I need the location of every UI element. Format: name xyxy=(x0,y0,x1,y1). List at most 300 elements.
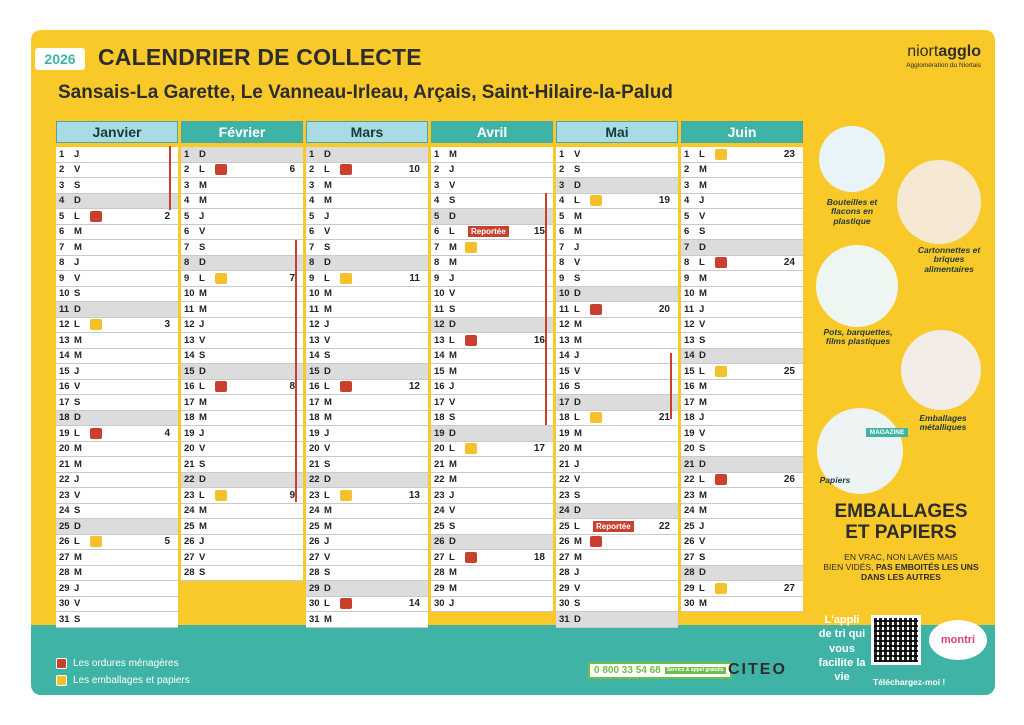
day-number: 1 xyxy=(59,148,65,160)
day-letter: V xyxy=(324,334,331,346)
ordures-marker-icon xyxy=(715,257,727,268)
day-letter: M xyxy=(324,613,332,625)
day-row xyxy=(681,380,803,396)
day-number: 6 xyxy=(309,226,315,238)
day-letter: M xyxy=(574,334,582,346)
day-letter: L xyxy=(699,257,705,269)
day-letter: S xyxy=(199,350,206,362)
day-letter: L xyxy=(74,427,80,439)
day-row xyxy=(306,597,428,613)
day-number: 29 xyxy=(309,582,320,594)
week-number: 6 xyxy=(289,164,295,176)
ordures-marker-icon xyxy=(215,164,227,175)
day-letter: J xyxy=(574,458,580,470)
day-row xyxy=(306,395,428,411)
day-row xyxy=(556,271,678,287)
day-letter: M xyxy=(324,396,332,408)
day-row xyxy=(431,178,553,194)
day-row xyxy=(681,488,803,504)
day-number: 5 xyxy=(434,210,440,222)
day-number: 3 xyxy=(559,179,565,191)
ordures-marker-icon xyxy=(90,211,102,222)
emballages-marker-icon xyxy=(465,443,477,454)
label-bottles: Bouteilles et flacons en plastique xyxy=(826,197,878,226)
month-header: Avril xyxy=(431,121,553,143)
day-letter: S xyxy=(74,396,81,408)
emballages-marker-icon xyxy=(340,273,352,284)
emballages-marker-icon xyxy=(715,583,727,594)
phone-number[interactable] xyxy=(588,662,732,679)
day-row xyxy=(181,194,303,210)
day-row xyxy=(181,318,303,334)
day-row xyxy=(306,457,428,473)
day-row xyxy=(181,504,303,520)
week-number: 5 xyxy=(164,536,170,548)
emballages-marker-icon xyxy=(215,490,227,501)
day-row xyxy=(306,426,428,442)
ordures-marker-icon xyxy=(465,552,477,563)
day-row xyxy=(181,302,303,318)
day-number: 25 xyxy=(184,520,195,532)
day-number: 13 xyxy=(684,334,695,346)
day-number: 30 xyxy=(309,598,320,610)
day-number: 20 xyxy=(684,443,695,455)
day-row xyxy=(431,225,553,241)
week-number: 22 xyxy=(658,520,670,532)
day-letter: L xyxy=(199,381,205,393)
day-letter: J xyxy=(699,303,705,315)
day-letter: M xyxy=(449,458,457,470)
day-letter: M xyxy=(699,396,707,408)
day-letter: S xyxy=(74,179,81,191)
day-number: 12 xyxy=(684,319,695,331)
day-row xyxy=(56,240,178,256)
day-number: 3 xyxy=(59,179,65,191)
day-letter: V xyxy=(699,319,706,331)
day-number: 2 xyxy=(184,164,190,176)
day-number: 19 xyxy=(434,427,445,439)
ordures-marker-icon xyxy=(465,335,477,346)
day-letter: V xyxy=(199,226,206,238)
day-row xyxy=(556,302,678,318)
day-row xyxy=(306,504,428,520)
day-row xyxy=(431,550,553,566)
month-column xyxy=(556,121,678,628)
day-letter: V xyxy=(574,582,581,594)
day-number: 15 xyxy=(59,365,70,377)
day-row xyxy=(431,442,553,458)
day-number: 19 xyxy=(59,427,70,439)
week-number: 4 xyxy=(164,427,170,439)
day-letter: J xyxy=(74,474,80,486)
download-text: Téléchargez-moi ! xyxy=(873,677,946,687)
day-letter: J xyxy=(449,489,455,501)
reportee-badge: Reportée xyxy=(592,520,635,533)
day-letter: M xyxy=(574,226,582,238)
day-letter: M xyxy=(324,195,332,207)
day-row xyxy=(431,318,553,334)
day-letter: D xyxy=(199,257,206,269)
day-row xyxy=(56,550,178,566)
day-number: 7 xyxy=(684,241,690,253)
day-row xyxy=(681,411,803,427)
day-row xyxy=(306,287,428,303)
ordures-marker-icon xyxy=(215,381,227,392)
day-row xyxy=(306,209,428,225)
day-letter: S xyxy=(574,489,581,501)
niort-agglo-logo xyxy=(906,43,981,69)
day-row xyxy=(556,163,678,179)
day-letter: M xyxy=(324,288,332,300)
reportee-badge: Reportée xyxy=(467,225,510,238)
day-letter: S xyxy=(74,505,81,517)
day-row xyxy=(681,333,803,349)
day-letter: S xyxy=(699,226,706,238)
day-row xyxy=(181,256,303,272)
week-number: 25 xyxy=(783,365,795,377)
day-row xyxy=(431,240,553,256)
day-number: 30 xyxy=(59,598,70,610)
day-letter: L xyxy=(199,164,205,176)
day-row xyxy=(306,380,428,396)
day-row xyxy=(431,566,553,582)
day-letter: D xyxy=(574,179,581,191)
day-number: 16 xyxy=(434,381,445,393)
day-number: 7 xyxy=(434,241,440,253)
day-number: 21 xyxy=(559,458,570,470)
day-row xyxy=(306,550,428,566)
day-letter: M xyxy=(574,210,582,222)
ordures-marker-icon xyxy=(340,598,352,609)
day-letter: M xyxy=(699,272,707,284)
ordures-marker-icon xyxy=(590,536,602,547)
day-letter: S xyxy=(449,412,456,424)
day-number: 17 xyxy=(434,396,445,408)
day-number: 11 xyxy=(559,303,570,315)
week-number: 16 xyxy=(533,334,545,346)
day-number: 24 xyxy=(684,505,695,517)
ordures-marker-icon xyxy=(715,474,727,485)
day-number: 27 xyxy=(309,551,320,563)
day-number: 18 xyxy=(559,412,570,424)
day-number: 4 xyxy=(559,195,565,207)
day-row xyxy=(431,426,553,442)
day-row xyxy=(306,318,428,334)
day-letter: M xyxy=(699,381,707,393)
emballages-marker-icon xyxy=(590,195,602,206)
day-number: 29 xyxy=(559,582,570,594)
day-letter: S xyxy=(574,598,581,610)
montri-logo[interactable]: montri xyxy=(929,620,987,660)
week-number: 15 xyxy=(533,226,545,238)
day-letter: J xyxy=(574,350,580,362)
day-number: 2 xyxy=(684,164,690,176)
qr-code[interactable] xyxy=(871,615,921,665)
day-row xyxy=(56,333,178,349)
day-letter: V xyxy=(574,474,581,486)
day-number: 25 xyxy=(434,520,445,532)
day-letter: V xyxy=(199,334,206,346)
day-letter: V xyxy=(324,551,331,563)
day-letter: L xyxy=(574,195,580,207)
day-row xyxy=(56,302,178,318)
day-letter: M xyxy=(699,164,707,176)
day-letter: M xyxy=(74,334,82,346)
day-number: 20 xyxy=(434,443,445,455)
day-number: 28 xyxy=(559,567,570,579)
day-number: 17 xyxy=(309,396,320,408)
day-row xyxy=(306,488,428,504)
day-row xyxy=(556,209,678,225)
day-row xyxy=(431,597,553,613)
day-letter: M xyxy=(74,567,82,579)
bottles-illustration xyxy=(819,126,885,192)
day-number: 27 xyxy=(684,551,695,563)
day-letter: D xyxy=(699,350,706,362)
day-row xyxy=(56,488,178,504)
day-letter: L xyxy=(449,334,455,346)
day-letter: D xyxy=(74,195,81,207)
day-letter: M xyxy=(574,443,582,455)
day-letter: M xyxy=(574,536,582,548)
month-column xyxy=(681,121,803,612)
emballages-heading-line1: EMBALLAGES xyxy=(834,501,968,522)
day-number: 1 xyxy=(309,148,315,160)
day-letter: J xyxy=(324,536,330,548)
day-number: 17 xyxy=(184,396,195,408)
day-row xyxy=(681,504,803,520)
month-column xyxy=(431,121,553,612)
day-row xyxy=(556,442,678,458)
day-number: 21 xyxy=(434,458,445,470)
day-row xyxy=(306,442,428,458)
day-number: 23 xyxy=(559,489,570,501)
day-row xyxy=(556,240,678,256)
day-row xyxy=(556,504,678,520)
day-letter: S xyxy=(199,458,206,470)
calendar-sheet xyxy=(31,30,995,695)
day-letter: M xyxy=(699,179,707,191)
day-row xyxy=(56,147,178,163)
metal-illustration xyxy=(901,330,981,410)
day-number: 24 xyxy=(434,505,445,517)
emballages-heading-line2: ET PAPIERS xyxy=(845,521,957,543)
day-row xyxy=(431,271,553,287)
day-row xyxy=(306,566,428,582)
day-number: 9 xyxy=(184,272,190,284)
day-row xyxy=(681,597,803,613)
day-letter: S xyxy=(699,334,706,346)
day-row xyxy=(56,225,178,241)
day-row xyxy=(306,178,428,194)
day-row xyxy=(431,504,553,520)
day-number: 26 xyxy=(309,536,320,548)
legend-red-label: Les ordures ménagères xyxy=(73,658,179,669)
day-number: 23 xyxy=(309,489,320,501)
week-number: 24 xyxy=(783,257,795,269)
day-number: 16 xyxy=(309,381,320,393)
day-row xyxy=(56,566,178,582)
day-row xyxy=(556,364,678,380)
day-row xyxy=(56,473,178,489)
day-row xyxy=(431,581,553,597)
day-row xyxy=(181,147,303,163)
day-number: 13 xyxy=(59,334,70,346)
day-letter: D xyxy=(449,319,456,331)
day-letter: S xyxy=(324,567,331,579)
day-row xyxy=(56,178,178,194)
day-letter: J xyxy=(699,520,705,532)
day-letter: D xyxy=(699,458,706,470)
day-row xyxy=(431,147,553,163)
day-number: 5 xyxy=(559,210,565,222)
day-number: 22 xyxy=(184,474,195,486)
day-row xyxy=(556,225,678,241)
day-number: 28 xyxy=(309,567,320,579)
day-letter: M xyxy=(74,443,82,455)
day-number: 6 xyxy=(59,226,65,238)
label-cartons: Cartonnettes et briques alimentaires xyxy=(917,245,981,274)
month-column xyxy=(56,121,178,628)
day-number: 2 xyxy=(309,164,315,176)
day-row xyxy=(431,333,553,349)
emballages-marker-icon xyxy=(90,536,102,547)
day-row xyxy=(681,287,803,303)
day-row xyxy=(181,488,303,504)
day-letter: M xyxy=(74,551,82,563)
day-letter: L xyxy=(449,551,455,563)
day-row xyxy=(306,333,428,349)
day-letter: D xyxy=(574,613,581,625)
day-letter: L xyxy=(324,164,330,176)
legend-red xyxy=(56,658,179,669)
day-row xyxy=(556,380,678,396)
day-letter: L xyxy=(324,272,330,284)
day-row xyxy=(56,504,178,520)
day-letter: M xyxy=(449,241,457,253)
day-row xyxy=(681,147,803,163)
day-number: 23 xyxy=(184,489,195,501)
day-number: 19 xyxy=(559,427,570,439)
day-row xyxy=(181,442,303,458)
day-number: 3 xyxy=(684,179,690,191)
day-number: 2 xyxy=(559,164,565,176)
day-number: 10 xyxy=(309,288,320,300)
day-number: 8 xyxy=(684,257,690,269)
day-row xyxy=(306,271,428,287)
day-row xyxy=(556,457,678,473)
day-row xyxy=(56,209,178,225)
day-row xyxy=(181,426,303,442)
day-number: 15 xyxy=(309,365,320,377)
day-letter: M xyxy=(74,226,82,238)
day-letter: V xyxy=(699,536,706,548)
day-letter: M xyxy=(324,412,332,424)
day-number: 13 xyxy=(309,334,320,346)
day-row xyxy=(306,535,428,551)
day-letter: V xyxy=(324,226,331,238)
day-number: 8 xyxy=(309,257,315,269)
day-row xyxy=(431,411,553,427)
day-row xyxy=(431,194,553,210)
day-number: 14 xyxy=(184,350,195,362)
day-row xyxy=(181,271,303,287)
day-row xyxy=(681,442,803,458)
day-number: 7 xyxy=(559,241,565,253)
day-letter: J xyxy=(199,427,205,439)
month-header: Janvier xyxy=(56,121,178,143)
week-number: 10 xyxy=(408,164,420,176)
day-number: 24 xyxy=(309,505,320,517)
day-number: 27 xyxy=(559,551,570,563)
phone-tag: Service & appel gratuits xyxy=(666,667,724,673)
day-row xyxy=(556,519,678,535)
day-letter: S xyxy=(324,458,331,470)
day-letter: S xyxy=(324,241,331,253)
day-row xyxy=(431,380,553,396)
day-row xyxy=(556,178,678,194)
day-row xyxy=(431,302,553,318)
day-row xyxy=(56,287,178,303)
day-number: 12 xyxy=(59,319,70,331)
day-letter: D xyxy=(574,288,581,300)
day-letter: M xyxy=(574,319,582,331)
day-row xyxy=(681,395,803,411)
day-letter: J xyxy=(574,567,580,579)
day-number: 21 xyxy=(684,458,695,470)
week-number: 11 xyxy=(409,272,420,284)
day-number: 1 xyxy=(559,148,565,160)
day-letter: J xyxy=(449,164,455,176)
red-square-icon xyxy=(56,658,67,669)
day-number: 9 xyxy=(434,272,440,284)
day-row xyxy=(431,163,553,179)
week-number: 12 xyxy=(408,381,420,393)
ordures-marker-icon xyxy=(340,164,352,175)
day-number: 12 xyxy=(434,319,445,331)
legend-yellow xyxy=(56,675,190,686)
day-letter: L xyxy=(449,443,455,455)
day-number: 3 xyxy=(434,179,440,191)
day-letter: M xyxy=(199,195,207,207)
day-row xyxy=(306,302,428,318)
day-number: 12 xyxy=(184,319,195,331)
day-letter: S xyxy=(449,195,456,207)
day-number: 3 xyxy=(184,179,190,191)
day-number: 27 xyxy=(59,551,70,563)
day-row xyxy=(556,597,678,613)
day-row xyxy=(556,411,678,427)
day-number: 29 xyxy=(684,582,695,594)
day-row xyxy=(431,488,553,504)
day-number: 11 xyxy=(184,303,195,315)
day-letter: V xyxy=(74,598,81,610)
day-letter: M xyxy=(449,582,457,594)
day-number: 24 xyxy=(59,505,70,517)
day-number: 18 xyxy=(59,412,70,424)
day-letter: S xyxy=(699,443,706,455)
day-number: 8 xyxy=(434,257,440,269)
day-row xyxy=(181,178,303,194)
day-number: 9 xyxy=(684,272,690,284)
legend-yellow-label: Les emballages et papiers xyxy=(73,675,190,686)
day-number: 25 xyxy=(59,520,70,532)
day-row xyxy=(181,535,303,551)
day-number: 6 xyxy=(184,226,190,238)
day-row xyxy=(681,178,803,194)
day-number: 7 xyxy=(184,241,190,253)
citeo-logo: CITEO xyxy=(728,661,787,678)
